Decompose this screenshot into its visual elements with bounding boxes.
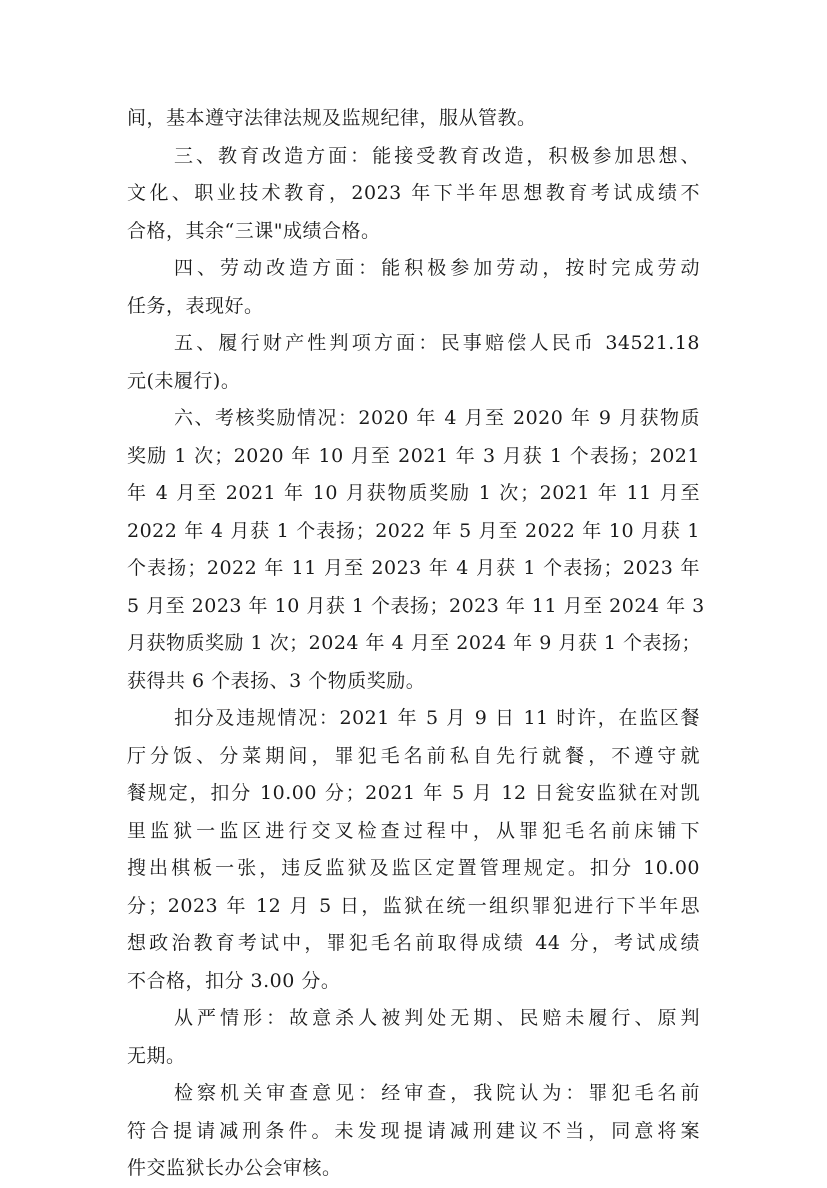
paragraph-line: 无期。 [127,1044,186,1067]
paragraph-line: 扣分及违规情况：2021 年 5 月 9 日 11 时许，在监区餐 [174,707,700,729]
paragraph-line: 从严情形：故意杀人被判处无期、民赔未履行、原判 [174,1007,700,1029]
paragraph-line: 四、劳动改造方面：能积极参加劳动，按时完成劳动 [174,257,700,279]
document-body [127,100,705,1188]
paragraph-line: 文化、职业技术教育，2023 年下半年思想教育考试成绩不 [127,182,700,204]
paragraph-line: 分；2023 年 12 月 5 日，监狱在统一组织罪犯进行下半年思 [127,894,700,917]
paragraph-line: 间，基本遵守法律法规及监规纪律，服从管教。 [127,107,537,129]
paragraph-line: 想政治教育考试中，罪犯毛名前取得成绩 44 分，考试成绩 [127,932,700,954]
paragraph-line: 三、教育改造方面：能接受教育改造，积极参加思想、 [174,144,700,167]
paragraph-line: 2022 年 4 月获 1 个表扬；2022 年 5 月至 2022 年 10 月获 1 [127,519,700,542]
paragraph-line: 5 月至 2023 年 10 月获 1 个表扬；2023 年 11 月至 2024 年 3 [127,594,705,617]
paragraph-line: 搜出棋板一张，违反监狱及监区定置管理规定。扣分 10.00 [127,857,700,879]
paragraph-line: 奖励 1 次；2020 年 10 月至 2021 年 3 月获 1 个表扬；2021 [127,444,700,467]
paragraph-line: 件交监狱长办公会审核。 [127,1157,342,1179]
paragraph-line: 符合提请减刑条件。未发现提请减刑建议不当，同意将案 [127,1119,700,1142]
paragraph-line: 六、考核奖励情况：2020 年 4 月至 2020 年 9 月获物质 [174,407,700,429]
paragraph-line: 厅分饭、分菜期间，罪犯毛名前私自先行就餐，不遵守就 [127,744,700,767]
paragraph-line: 五、履行财产性判项方面：民事赔偿人民币 34521.18 [174,332,700,354]
paragraph-line: 里监狱一监区进行交叉检查过程中，从罪犯毛名前床铺下 [127,819,700,842]
paragraph-line: 年 4 月至 2021 年 10 月获物质奖励 1 次；2021 年 11 月至 [127,482,700,504]
paragraph-line: 合格，其余“三课"成绩合格。 [127,219,381,242]
paragraph-line: 任务，表现好。 [127,294,264,317]
paragraph-line: 检察机关审查意见：经审查，我院认为：罪犯毛名前 [174,1082,700,1104]
paragraph-line: 元(未履行)。 [127,369,241,392]
paragraph-line: 不合格，扣分 3.00 分。 [127,969,341,992]
paragraph-line: 月获物质奖励 1 次；2024 年 4 月至 2024 年 9 月获 1 个表扬； [127,632,701,654]
paragraph-line: 餐规定，扣分 10.00 分；2021 年 5 月 12 日瓮安监狱在对凯 [127,782,700,804]
paragraph-line: 获得共 6 个表扬、3 个物质奖励。 [127,669,426,692]
paragraph-line: 个表扬；2022 年 11 月至 2023 年 4 月获 1 个表扬；2023 年 [127,557,700,579]
